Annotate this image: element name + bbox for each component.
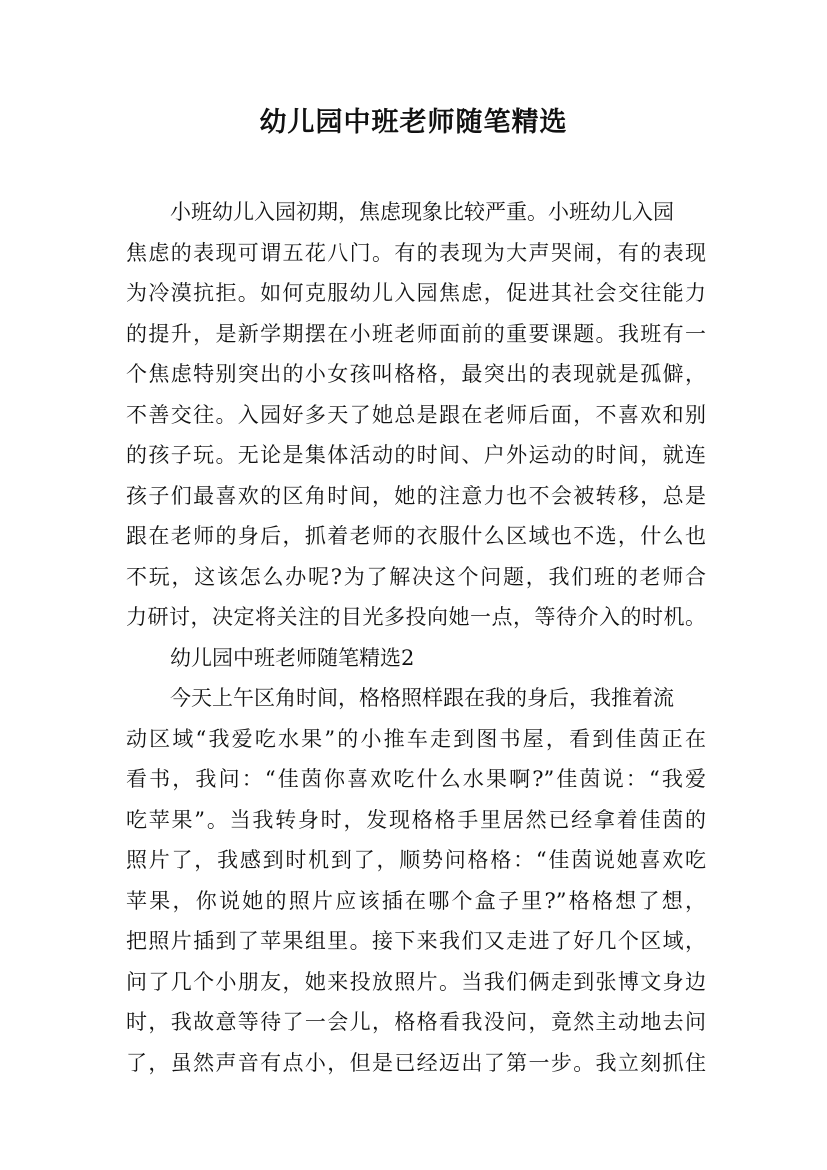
paragraph-line: 动区域“我爱吃水果”的小推车走到图书屋，看到佳茵正在 — [126, 726, 706, 751]
paragraph-line: 的孩子玩。无论是集体活动的时间、户外运动的时间，就连 — [126, 443, 706, 467]
paragraph-line: 时，我故意等待了一会儿，格格看我没问，竟然主动地去问 — [126, 1010, 706, 1034]
paragraph-line: 今天上午区角时间，格格照样跟在我的身后，我推着流 — [170, 686, 674, 710]
paragraph-line: 问了几个小朋友，她来投放照片。当我们俩走到张博文身边 — [126, 969, 706, 994]
paragraph-line: 孩子们最喜欢的区角时间，她的注意力也不会被转移，总是 — [126, 483, 706, 508]
paragraph-line: 苹果，你说她的照片应该插在哪个盒子里?”格格想了想， — [126, 888, 706, 913]
paragraph-line: 了，虽然声音有点小，但是已经迈出了第一步。我立刻抓住 — [126, 1050, 706, 1075]
document-body — [126, 192, 706, 1083]
paragraph-line: 个焦虑特别突出的小女孩叫格格，最突出的表现就是孤僻， — [126, 362, 706, 386]
document-title: 幼儿园中班老师随笔精选 — [259, 107, 568, 138]
paragraph-line: 把照片插到了苹果组里。接下来我们又走进了好几个区域， — [126, 929, 706, 953]
paragraph-line: 照片了，我感到时机到了，顺势问格格：“佳茵说她喜欢吃 — [126, 848, 706, 872]
paragraph-line: 不玩，这该怎么办呢?为了解决这个问题，我们班的老师合 — [126, 564, 706, 589]
paragraph-line: 的提升，是新学期摆在小班老师面前的重要课题。我班有一 — [126, 321, 706, 346]
paragraph-line: 跟在老师的身后，抓着老师的衣服什么区域也不选，什么也 — [126, 524, 706, 548]
paragraph-line: 力研讨，决定将关注的目光多投向她一点，等待介入的时机。 — [126, 605, 706, 629]
paragraph-line: 焦虑的表现可谓五花八门。有的表现为大声哭闹，有的表现 — [126, 240, 706, 265]
paragraph-line: 看书，我问：“佳茵你喜欢吃什么水果啊?”佳茵说：“我爱 — [126, 767, 706, 791]
paragraph-line: 小班幼儿入园初期，焦虑现象比较严重。小班幼儿入园 — [170, 200, 674, 224]
paragraph-line: 吃苹果”。当我转身时，发现格格手里居然已经拿着佳茵的 — [126, 807, 706, 832]
section-heading: 幼儿园中班老师随笔精选2 — [170, 645, 415, 670]
paragraph-line: 不善交往。入园好多天了她总是跟在老师后面，不喜欢和别 — [126, 402, 706, 427]
paragraph-line: 为冷漠抗拒。如何克服幼儿入园焦虑，促进其社会交往能力 — [126, 281, 706, 305]
